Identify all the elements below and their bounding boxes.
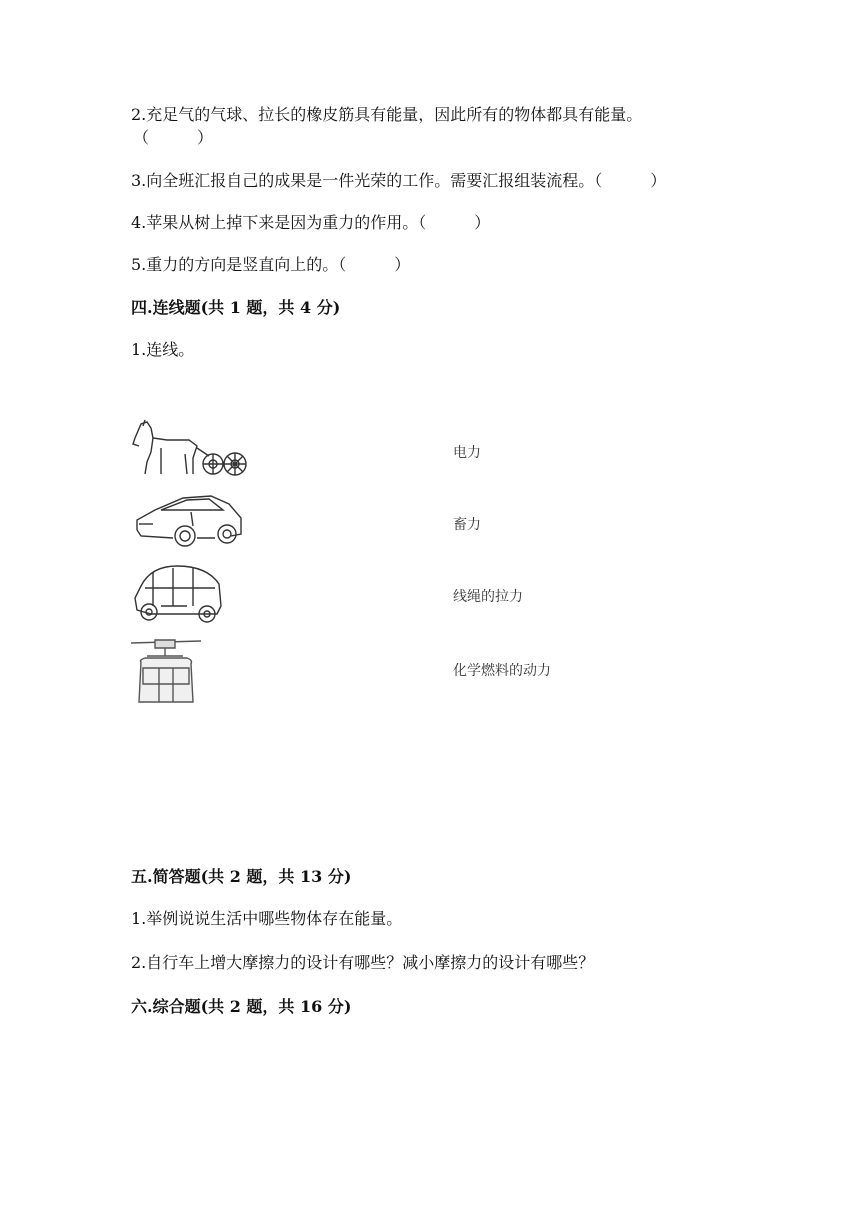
horse-cart-icon: [131, 418, 249, 480]
question-short-1: 1.举例说说生活中哪些物体存在能量。: [131, 909, 403, 928]
tricycle-icon: [131, 562, 225, 626]
cable-car-icon: [131, 638, 201, 708]
label-rope-tension: 线绳的拉力: [453, 589, 523, 605]
question-text: 2.充足气的气球、拉长的橡皮筋具有能量，因此所有的物体都具有能量。: [131, 105, 643, 124]
section-heading-5: 五.简答题(共 2 题，共 13 分): [131, 867, 352, 886]
label-chemical-fuel: 化学燃料的动力: [453, 663, 551, 679]
question-tf-2: [131, 104, 642, 126]
question-tf-3: [131, 170, 666, 192]
question-text: 3.向全班汇报自己的成果是一件光荣的工作。需要汇报组装流程。（ ）: [131, 171, 667, 190]
car-icon: [131, 490, 247, 552]
label-animal-power: 畜力: [453, 517, 481, 533]
question-tf-4: [131, 212, 490, 234]
section-heading-6: 六.综合题(共 2 题，共 16 分): [131, 997, 352, 1016]
question-short-2: 2.自行车上增大摩擦力的设计有哪些？减小摩擦力的设计有哪些？: [131, 953, 595, 972]
section-heading-4: 四.连线题(共 1 题，共 4 分): [131, 298, 341, 317]
answer-paren: （ ）: [133, 128, 214, 147]
question-match-1: 1.连线。: [131, 340, 195, 359]
question-text: 4.苹果从树上掉下来是因为重力的作用。（ ）: [131, 213, 491, 232]
question-tf-5: [131, 254, 410, 276]
answer-paren-2: [133, 127, 213, 149]
label-electric-power: 电力: [453, 445, 481, 461]
question-text: 5.重力的方向是竖直向上的。（ ）: [131, 255, 411, 274]
